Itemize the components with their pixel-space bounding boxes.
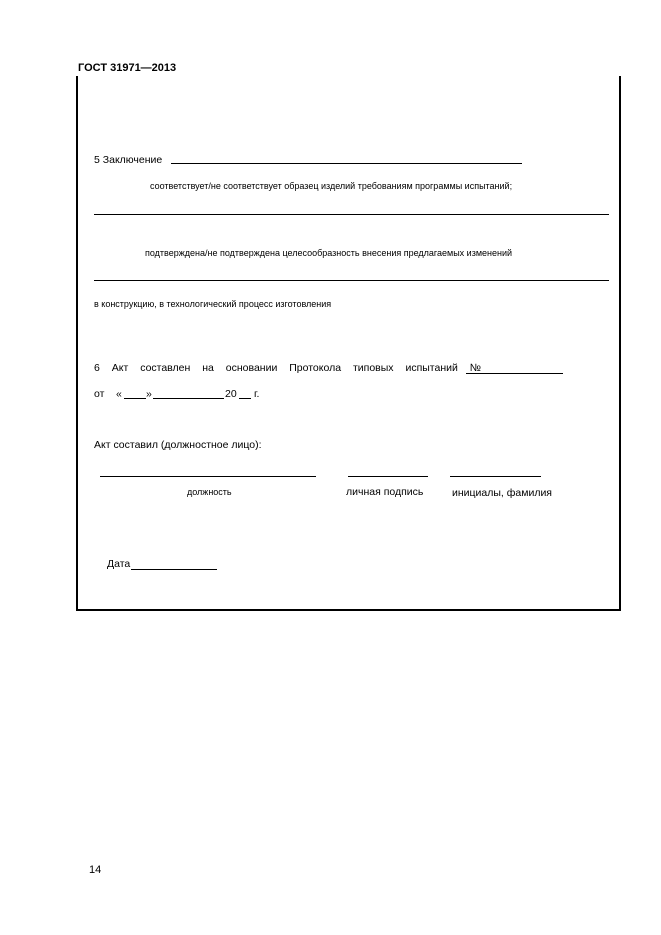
- name-caption: инициалы, фамилия: [452, 487, 552, 499]
- signature-input-line[interactable]: [348, 476, 428, 477]
- position-caption: должность: [187, 487, 232, 497]
- day-open-quote: «: [116, 388, 122, 400]
- signature-caption: личная подпись: [346, 486, 424, 498]
- year-input-line[interactable]: [239, 398, 251, 399]
- conclusion-hint-changes: подтверждена/не подтверждена целесообразность внесения предлагаемых изменений: [145, 248, 513, 258]
- date-prefix: от: [94, 388, 105, 400]
- year-prefix: 20: [225, 388, 237, 400]
- conclusion-hint-construction: в конструкцию, в технологический процесс изготовления: [94, 299, 332, 309]
- signer-title: Акт составил (должностное лицо):: [94, 439, 262, 451]
- protocol-number-input-line[interactable]: [466, 373, 563, 374]
- act-basis-label: 6 Акт составлен на основании Протокола типовых испытаний №: [94, 362, 482, 374]
- year-suffix: г.: [254, 388, 260, 400]
- document-code: ГОСТ 31971—2013: [78, 62, 177, 74]
- name-input-line[interactable]: [450, 476, 541, 477]
- conclusion-input-line[interactable]: [171, 163, 522, 164]
- position-input-line[interactable]: [100, 476, 316, 477]
- date-label: Дата: [107, 558, 131, 570]
- conclusion-label: 5 Заключение: [94, 154, 163, 166]
- day-input-line[interactable]: [124, 398, 146, 399]
- conformity-input-line[interactable]: [94, 214, 609, 215]
- page-number: 14: [89, 864, 102, 876]
- day-close-quote: »: [146, 388, 152, 400]
- changes-input-line[interactable]: [94, 280, 609, 281]
- conclusion-hint-conformity: соответствует/не соответствует образец изделий требованиям программы испытаний;: [150, 181, 513, 191]
- month-input-line[interactable]: [153, 398, 224, 399]
- date-input-line[interactable]: [131, 569, 217, 570]
